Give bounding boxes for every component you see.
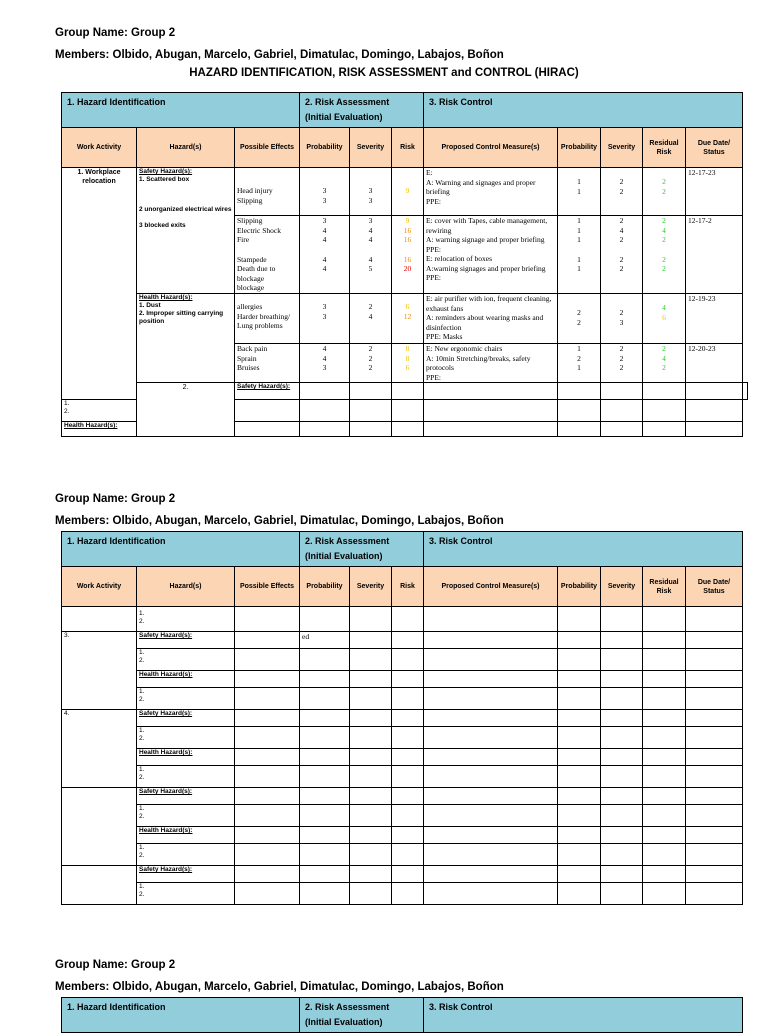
section-risk-assessment: 2. Risk Assessment (Initial Evaluation): [300, 532, 424, 567]
col-probability-2: Probability: [558, 567, 601, 607]
control-cell: E: air purifier with ion, frequent cleaning, exhaust fans A: reminders about wearing masks and disinfection PPE: Masks: [424, 294, 558, 344]
work-activity-cell: 1. Workplace relocation: [62, 168, 137, 400]
section-risk-control: 3. Risk Control: [424, 532, 743, 567]
members: Members: Olbido, Abugan, Marcelo, Gabriel, Dimatulac, Domingo, Labajos, Boñon: [55, 981, 504, 993]
work-activity-cell: 4.: [62, 710, 137, 788]
hazard-cell: 1. 2.: [137, 607, 235, 632]
col-due-date: Due Date/ Status: [686, 567, 743, 607]
severity-cell: 2 4: [350, 294, 392, 344]
severity2-cell: 2 2: [601, 168, 643, 216]
due-date-cell: 12-20-23: [686, 344, 743, 383]
hazard-cell: 1. 2.: [137, 844, 235, 866]
work-activity-cell: 3.: [62, 632, 137, 710]
probability-cell: 3 3: [300, 168, 350, 216]
hazard-cell: Health Hazard(s):: [62, 422, 137, 437]
hazard-cell: Safety Hazard(s):: [137, 632, 235, 649]
section-hazard-identification: 1. Hazard Identification: [62, 93, 300, 128]
hazard-cell: Safety Hazard(s):: [137, 710, 235, 727]
section-risk-assessment: 2. Risk Assessment (Initial Evaluation): [300, 93, 424, 128]
risk-cell: 9: [392, 168, 424, 216]
col-hazards: Hazard(s): [137, 128, 235, 168]
hazard-cell: 1. 2.: [137, 805, 235, 827]
residual-risk-cell: 2 4 2: [643, 344, 686, 383]
col-hazards: Hazard(s): [137, 567, 235, 607]
probability2-cell: 1 1: [558, 168, 601, 216]
due-date-cell: 12-19-23: [686, 294, 743, 344]
residual-risk-cell: 2 2: [643, 168, 686, 216]
probability2-cell: 1 2 1: [558, 344, 601, 383]
work-activity-cell: [62, 607, 137, 632]
severity-cell: 2 2 2: [350, 344, 392, 383]
hazard-cell: 1. 2.: [137, 688, 235, 710]
hazard-cell: Safety Hazard(s):: [235, 383, 300, 400]
probability-cell: 3 3: [300, 294, 350, 344]
hazard-cell: Safety Hazard(s):: [137, 788, 235, 805]
due-date-cell: 12-17-23: [686, 168, 743, 216]
col-control-measures: Proposed Control Measure(s): [424, 567, 558, 607]
hazard-cell: 1. 2.: [137, 766, 235, 788]
members: Members: Olbido, Abugan, Marcelo, Gabriel, Dimatulac, Domingo, Labajos, Boñon: [55, 515, 504, 527]
col-probability-2: Probability: [558, 128, 601, 168]
col-risk: Risk: [392, 128, 424, 168]
col-probability: Probability: [300, 128, 350, 168]
section-hazard-identification: 1. Hazard Identification: [62, 998, 300, 1033]
control-cell: E: cover with Tapes, cable management, rewiring A: warning signage and proper briefing PPE: E: relocation of boxes A:warning signages and proper briefing PPE:: [424, 216, 558, 294]
risk-cell: 6 12: [392, 294, 424, 344]
severity2-cell: 2 2 2: [601, 344, 643, 383]
group-name: Group Name: Group 2: [55, 493, 176, 505]
hazard-cell: Health Hazard(s):: [137, 827, 235, 844]
probability-cell: 4 4 3: [300, 344, 350, 383]
col-due-date: Due Date/ Status: [686, 128, 743, 168]
col-severity-2: Severity: [601, 567, 643, 607]
hirac-table-2: [61, 531, 743, 905]
section-hazard-identification: 1. Hazard Identification: [62, 532, 300, 567]
col-work-activity: Work Activity: [62, 128, 137, 168]
effects-cell: Head injury Slipping: [235, 168, 300, 216]
effects-cell: Slipping Electric Shock Fire Stampede Death due to blockage blockage: [235, 216, 300, 294]
hazard-cell: Health Hazard(s):: [137, 671, 235, 688]
col-control-measures: Proposed Control Measure(s): [424, 128, 558, 168]
section-risk-assessment: 2. Risk Assessment (Initial Evaluation): [300, 998, 424, 1033]
group-name: Group Name: Group 2: [55, 27, 176, 39]
hazard-cell-health: Health Hazard(s): 1. Dust 2. Improper sitting carrying position: [137, 294, 235, 383]
probability2-cell: 2 2: [558, 294, 601, 344]
group-name: Group Name: Group 2: [55, 959, 176, 971]
col-residual-risk: Residual Risk: [643, 567, 686, 607]
due-date-cell: 12-17-2: [686, 216, 743, 294]
severity2-cell: 2 4 2 2 2: [601, 216, 643, 294]
work-activity-cell: 2.: [137, 383, 235, 437]
hazard-cell-safety: Safety Hazard(s): 1. Scattered box 2 unorganized electrical wires 3 blocked exits: [137, 168, 235, 294]
hazard-cell: Health Hazard(s):: [137, 749, 235, 766]
col-probability: Probability: [300, 567, 350, 607]
residual-risk-cell: 2 4 2 2 2: [643, 216, 686, 294]
hirac-table-1: [61, 92, 748, 437]
control-cell: E: New ergonomic chairs A: 10min Stretching/breaks, safety protocols PPE:: [424, 344, 558, 383]
severity-cell: 3 4 4 4 5: [350, 216, 392, 294]
col-severity: Severity: [350, 128, 392, 168]
document-title: HAZARD IDENTIFICATION, RISK ASSESSMENT and CONTROL (HIRAC): [189, 67, 579, 79]
hazard-cell: 1. 2.: [137, 883, 235, 905]
col-risk: Risk: [392, 567, 424, 607]
probability2-cell: 1 1 1 1 1: [558, 216, 601, 294]
hazard-cell: 1. 2.: [137, 649, 235, 671]
effects-cell: Back pain Sprain Bruises: [235, 344, 300, 383]
stray-text-cell: ed: [300, 632, 350, 649]
severity2-cell: 2 3: [601, 294, 643, 344]
col-work-activity: Work Activity: [62, 567, 137, 607]
residual-risk-cell: 4 6: [643, 294, 686, 344]
probability-cell: 3 4 4 4 4: [300, 216, 350, 294]
hazard-cell: Safety Hazard(s):: [137, 866, 235, 883]
hirac-table-3: [61, 997, 743, 1033]
members: Members: Olbido, Abugan, Marcelo, Gabriel, Dimatulac, Domingo, Labajos, Boñon: [55, 49, 504, 61]
col-possible-effects: Possible Effects: [235, 567, 300, 607]
section-risk-control: 3. Risk Control: [424, 998, 743, 1033]
section-risk-control: 3. Risk Control: [424, 93, 743, 128]
hazard-cell: 1. 2.: [137, 727, 235, 749]
risk-cell: 8 8 6: [392, 344, 424, 383]
col-severity: Severity: [350, 567, 392, 607]
effects-cell: allergies Harder breathing/ Lung problems: [235, 294, 300, 344]
work-activity-cell: [62, 866, 137, 905]
col-residual-risk: Residual Risk: [643, 128, 686, 168]
col-possible-effects: Possible Effects: [235, 128, 300, 168]
work-activity-cell: [62, 788, 137, 866]
control-cell: E: A: Warning and signages and proper briefing PPE:: [424, 168, 558, 216]
severity-cell: 3 3: [350, 168, 392, 216]
col-severity-2: Severity: [601, 128, 643, 168]
hazard-cell: 1. 2.: [62, 400, 137, 422]
risk-cell: 9 16 16 16 20: [392, 216, 424, 294]
